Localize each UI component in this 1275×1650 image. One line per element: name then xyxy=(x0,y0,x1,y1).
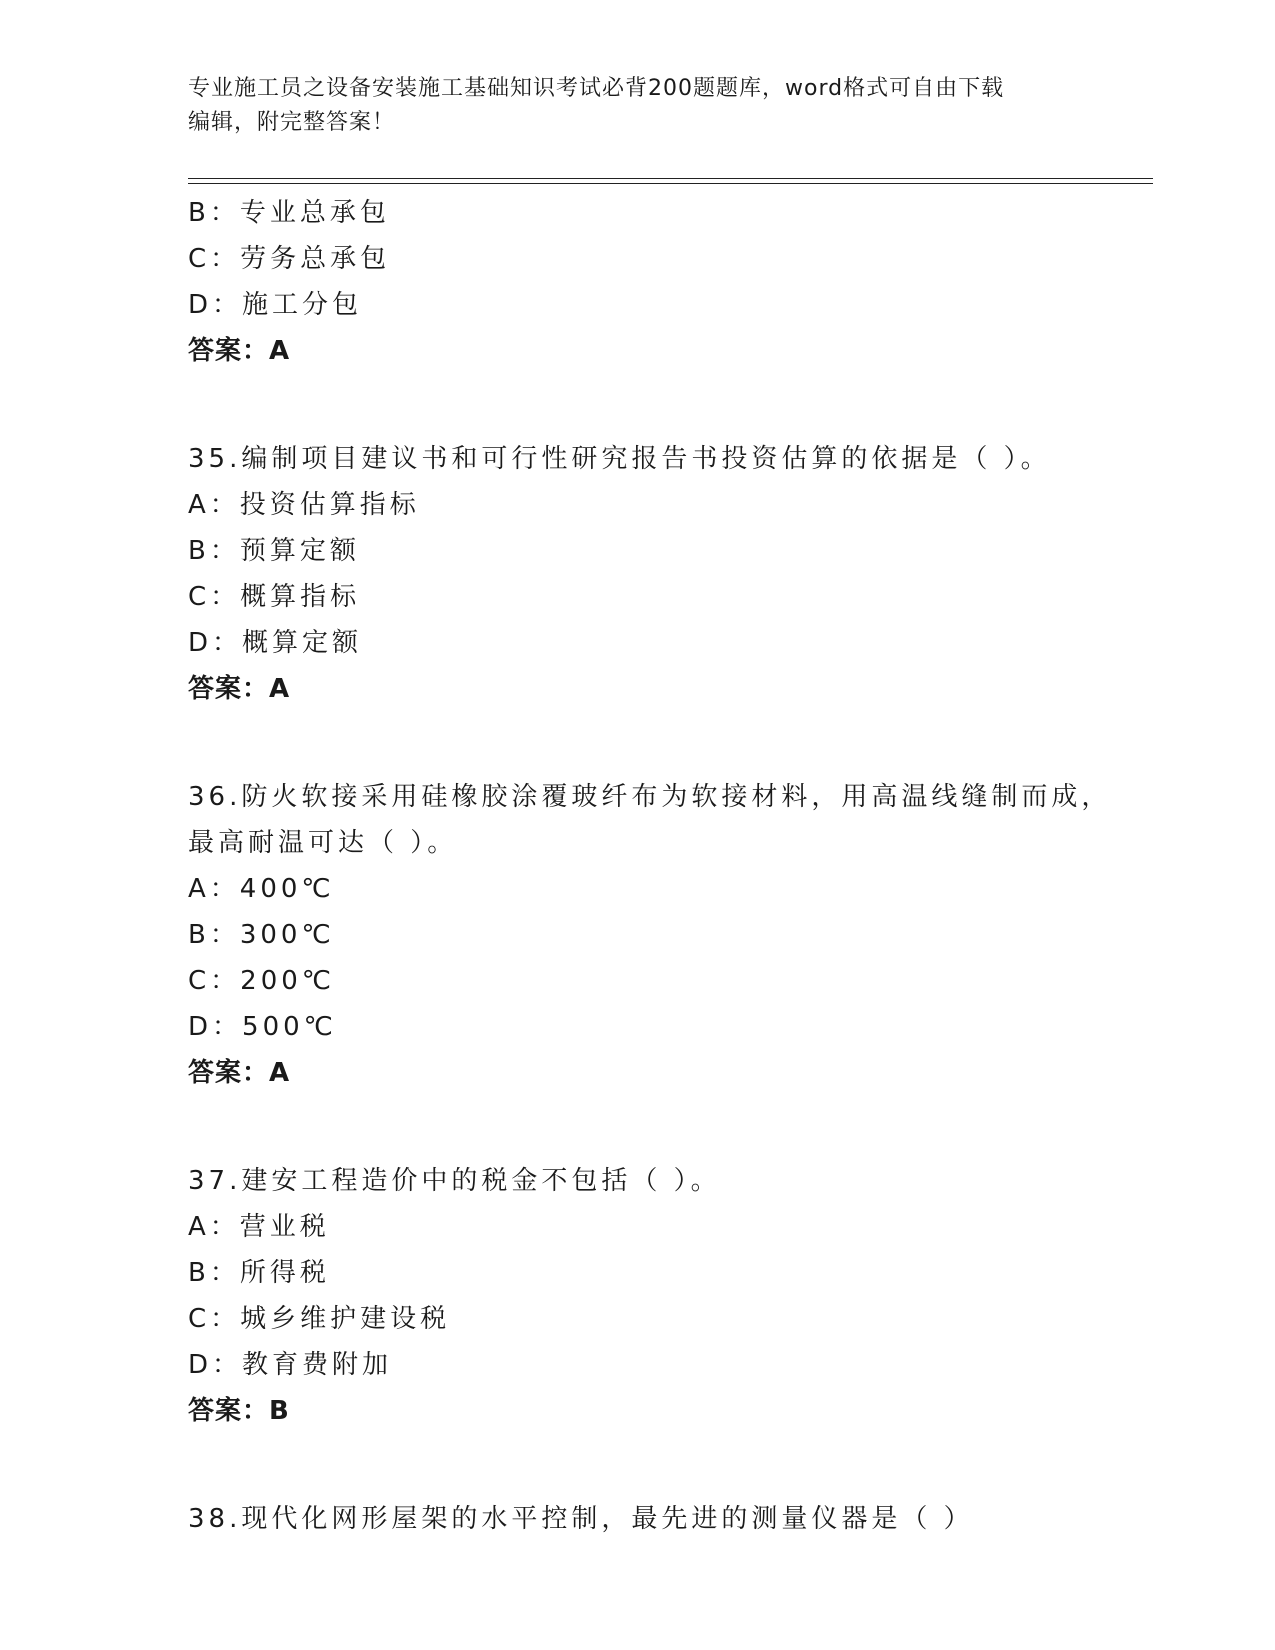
question-stem: 37.建安工程造价中的税金不包括（ ）。 xyxy=(188,1166,721,1196)
option-c: C：城乡维护建设税 xyxy=(188,1304,451,1334)
question-stem: 38.现代化网形屋架的水平控制，最先进的测量仪器是（ ） xyxy=(188,1504,974,1534)
option-b: B：所得税 xyxy=(188,1258,330,1288)
question-stem-line-1: 36.防火软接采用硅橡胶涂覆玻纤布为软接材料，用高温线缝制而成， xyxy=(188,782,1112,812)
option-d: D：施工分包 xyxy=(188,290,363,320)
option-d: D：500℃ xyxy=(188,1012,337,1042)
question-36 xyxy=(188,774,1112,1096)
option-b: B：专业总承包 xyxy=(188,198,390,228)
header-divider-top xyxy=(188,178,1153,179)
option-a: A：400℃ xyxy=(188,874,335,904)
option-d: D：概算定额 xyxy=(188,628,363,658)
option-c: C：劳务总承包 xyxy=(188,244,391,274)
answer-label: 答案：A xyxy=(188,674,291,704)
option-c: C：概算指标 xyxy=(188,582,361,612)
document-header xyxy=(188,72,1088,140)
question-38 xyxy=(188,1496,1108,1542)
question-stem: 35.编制项目建议书和可行性研究报告书投资估算的依据是（ ）。 xyxy=(188,444,1051,474)
option-a: A：投资估算指标 xyxy=(188,490,420,520)
option-a: A：营业税 xyxy=(188,1212,330,1242)
option-b: B：300℃ xyxy=(188,920,335,950)
header-line-2: 编辑，附完整答案！ xyxy=(188,110,396,135)
option-c: C：200℃ xyxy=(188,966,335,996)
question-34-continued xyxy=(188,190,1108,374)
question-list xyxy=(188,190,1112,1542)
question-35 xyxy=(188,436,1108,712)
question-37 xyxy=(188,1158,1108,1434)
question-stem-line-2: 最高耐温可达（ ）。 xyxy=(188,828,458,858)
option-d: D：教育费附加 xyxy=(188,1350,393,1380)
answer-label: 答案：B xyxy=(188,1396,290,1426)
answer-label: 答案：A xyxy=(188,336,291,366)
answer-label: 答案：A xyxy=(188,1058,291,1088)
header-divider-bottom xyxy=(188,183,1153,184)
option-b: B：预算定额 xyxy=(188,536,360,566)
header-line-1: 专业施工员之设备安装施工基础知识考试必背200题题库，word格式可自由下载 xyxy=(188,76,1005,101)
